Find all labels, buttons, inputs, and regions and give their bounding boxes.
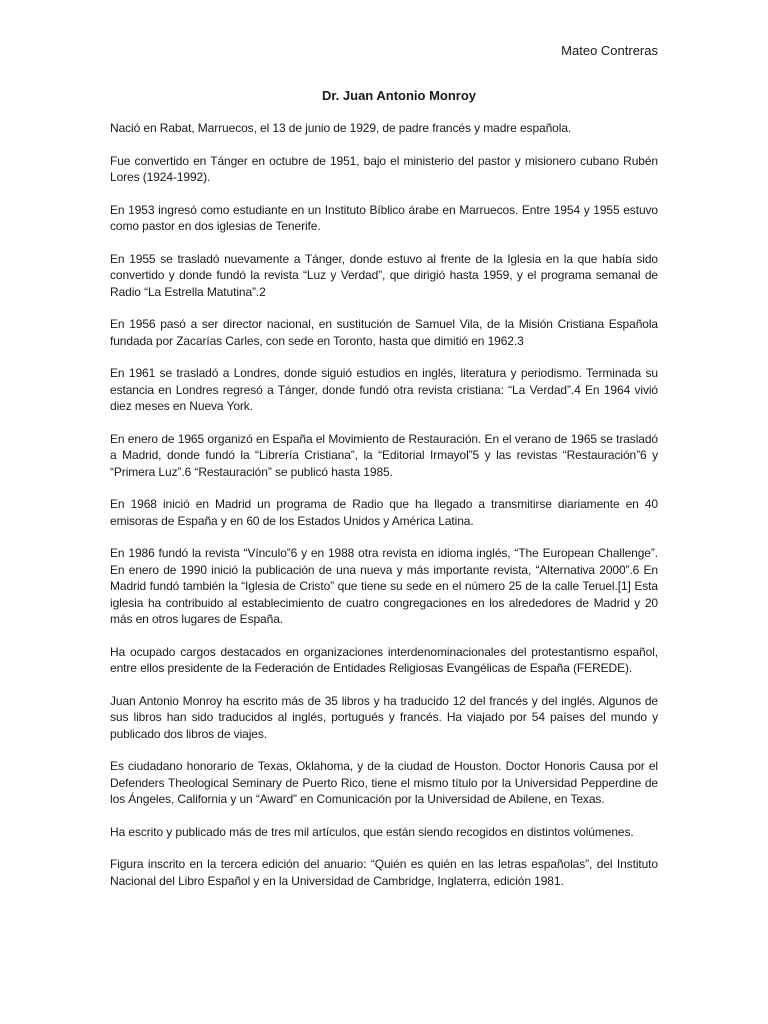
paragraph-articles: Ha escrito y publicado más de tres mil artículos, que están siendo recogidos en distintos volúmenes. [110,824,634,839]
paragraph-honors: Es ciudadano honorario de Texas, Oklahoma, y de la ciudad de Houston. Doctor Honoris Causa por el Defenders Theological Seminary de Puerto Rico, tiene el mismo título por la Universidad Pepperdine de los Ángeles, California y un “Award” en Comunicación por la Universidad de Abilene, en Texas. [110,759,658,806]
paragraph-books: Juan Antonio Monroy ha escrito más de 35 libros y ha traducido 12 del francés y del inglés. Algunos de sus libros han sido traducidos al inglés, portugués y francés. Ha viajado por 54 países del mundo y publicado dos libros de viajes. [110,693,658,741]
paragraph-magazines-1986: En 1986 fundó la revista “Vínculo”6 y en 1988 otra revista en idioma inglés, “The European Challenge”. En enero de 1990 inició la publicación de una nueva y más importante revista, “Alternativa 2000”.6 En Madrid fundó también la “Iglesia de Cristo” que tiene su sede en el número 25 de la calle Teruel.[1] Esta iglesia ha contribuido al establecimiento de cuatro congregaciones en los alrededores de Madrid y 20 más en otros lugares de España. [110,546,658,626]
paragraph-bible-institute: En 1953 ingresó como estudiante en un Instituto Bíblico árabe en Marruecos. Entre 1954 y 1955 estuvo como pastor en dos iglesias de Tenerife. [110,202,658,233]
paragraph-radio-1968: En 1968 inició en Madrid un programa de Radio que ha llegado a transmitirse diariamente en 40 emisoras de España y en 60 de los Estados Unidos y América Latina. [110,497,658,528]
author-name: Mateo Contreras [561,43,658,58]
paragraph-birth: Nació en Rabat, Marruecos, el 13 de junio de 1929, de padre francés y madre española. [110,121,572,135]
paragraph-conversion: Fue convertido en Tánger en octubre de 1951, bajo el ministerio del pastor y misionero cubano Rubén Lores (1924-1992). [110,153,658,184]
paragraph-ferede: Ha ocupado cargos destacados en organizaciones interdenominacionales del protestantismo español, entre ellos presidente de la Federación de Entidades Religiosas Evangélicas de España (FEREDE). [110,644,658,675]
paragraph-tangier-1955: En 1955 se trasladó nuevamente a Tánger, donde estuvo al frente de la Iglesia en la que había sido convertido y donde fundó la revista “Luz y Verdad”, que dirigió hasta 1959, y el programa semanal de Radio “La Estrella Matutina”.2 [110,251,658,299]
document-title: Dr. Juan Antonio Monroy [321,88,477,103]
paragraph-whos-who: Figura inscrito en la tercera edición del anuario: “Quién es quién en las letras españolas”, del Instituto Nacional del Libro Español y en la Universidad de Cambridge, Inglaterra, edición 1981. [110,857,658,888]
paragraph-director-1956: En 1956 pasó a ser director nacional, en sustitución de Samuel Vila, de la Misión Cristiana Española fundada por Zacarías Carles, con sede en Toronto, hasta que dimitió en 1962.3 [110,317,658,348]
document-body [110,120,658,905]
paragraph-restoration-1965: En enero de 1965 organizó en España el Movimiento de Restauración. En el verano de 1965 se trasladó a Madrid, donde fundó la “Librería Cristiana”, la “Editorial Irmayol”5 y las revistas “Restauración”6 y “Primera Luz”.6 “Restauración” se publicó hasta 1985. [110,431,658,479]
paragraph-london-1961: En 1961 se trasladó a Londres, donde siguió estudios en inglés, literatura y periodismo. Terminada su estancia en Londres regresó a Tánger, donde fundó otra revista cristiana: “La Verdad”.4 En 1964 vivió diez meses en Nueva York. [110,366,658,413]
